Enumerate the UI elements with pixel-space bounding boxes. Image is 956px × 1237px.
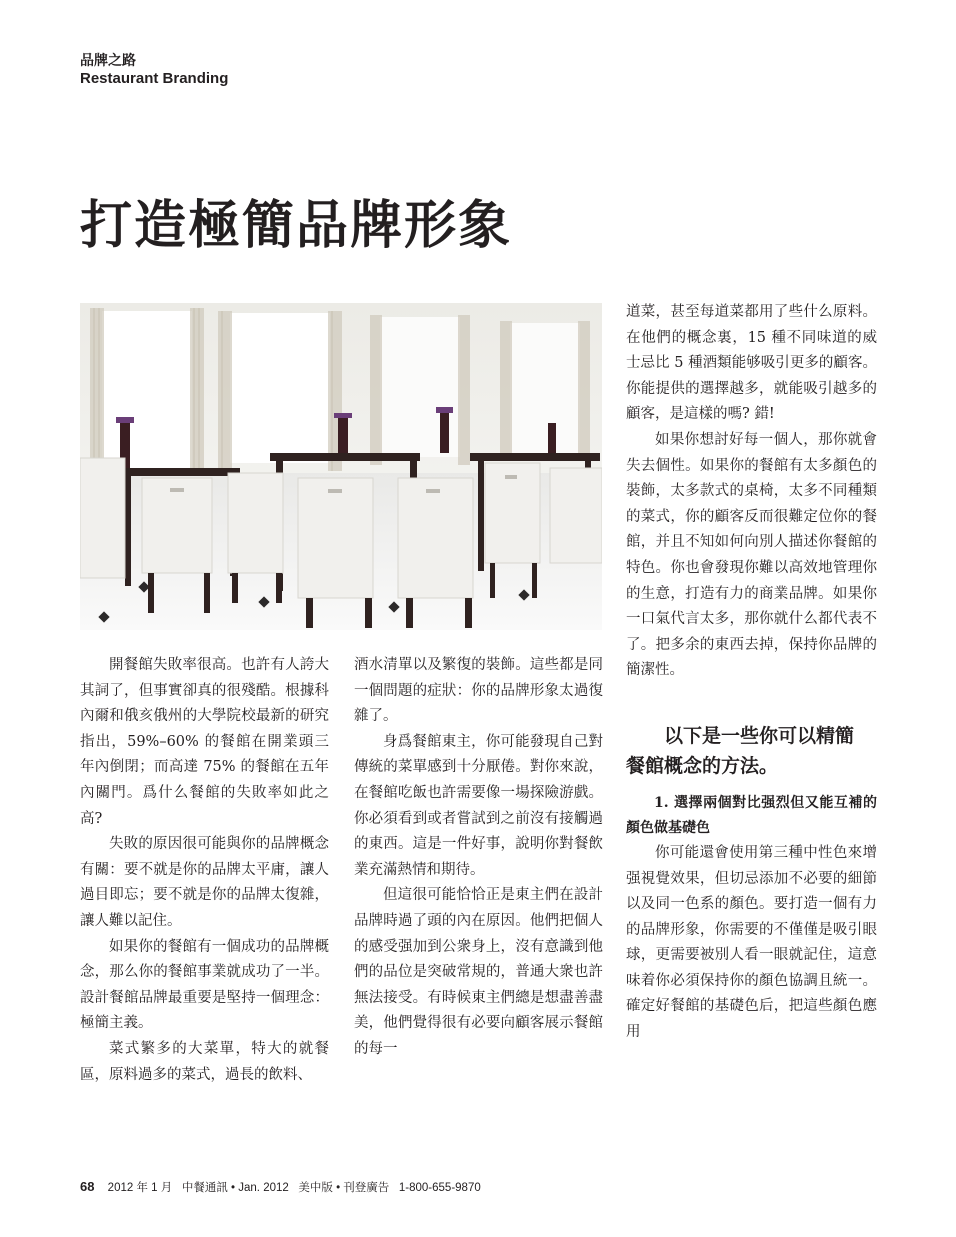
paragraph: 酒水清單以及繁復的裝飾。這些都是同一個問題的症狀：你的品牌形象太過復雜了。	[354, 657, 603, 725]
paragraph: 道菜，甚至每道菜都用了些什么原料。在他們的概念裏，15 種不同味道的威士忌比 5 種酒類能够吸引更多的顧客。你能提供的選擇越多，就能吸引越多的顧客，是這樣的嗎? 錯!	[626, 304, 877, 423]
section-label-english: Restaurant Branding	[80, 70, 229, 87]
paragraph: 你可能還會使用第三種中性色來增强視覺效果，但切忌添加不必要的細節以及同一色系的顏色。要打造一個有力的品牌形象，你需要的不僅僅是吸引眼球，更需要被別人看一眼就記住，這意味着你必須保持你的顏色協調且統一。確定好餐館的基礎色后，把這些顏色應用	[626, 844, 877, 1041]
paragraph: 失敗的原因很可能與你的品牌概念有關：要不就是你的品牌太平庸，讓人過目即忘；要不就是你的品牌太復雜，讓人難以記住。	[80, 836, 329, 929]
page-number: 68	[80, 1179, 95, 1194]
paragraph: 但這很可能恰恰正是東主們在設計品牌時過了頭的內在原因。他們把個人的感受强加到公衆身上，沒有意識到他們的品位是突破常規的，普通大衆也許無法接受。有時候東主們總是想盡善盡美，他們覺得很有必要向顧客展示餐館的每一	[354, 887, 603, 1057]
article-title: 打造極簡品牌形象	[80, 195, 513, 256]
paragraph: 身爲餐館東主，你可能發現自己對傳統的菜單感到十分厭倦。對你來說，在餐館吃飯也許需要像一場探險游戲。你必須看到或者嘗試到之前沒有接觸過的東西。這是一件好事，說明你對餐飲業充滿熱情和期待。	[354, 733, 603, 878]
text-column-2	[354, 653, 603, 1063]
paragraph: 開餐館失敗率很高。也許有人誇大其詞了，但事實卻真的很殘酷。根據科內爾和俄亥俄州的大學院校最新的研究指出，59%–60% 的餐館在開業頭三年內倒閉；而高達 75% 的餐館在五年內關門。爲什么餐館的失敗率如此之高?	[80, 657, 329, 827]
page-footer	[80, 1180, 481, 1195]
footer-date: 2012 年 1 月	[107, 1182, 173, 1194]
footer-publication: 中餐通訊 • Jan. 2012	[181, 1182, 289, 1194]
footer-edition: 美中版 • 刊登廣告	[298, 1182, 390, 1194]
footer-phone: 1-800-655-9870	[398, 1182, 481, 1194]
subheading-line-2: 餐館概念的方法。	[626, 754, 779, 777]
restaurant-interior-photo	[80, 303, 602, 630]
section-subheading	[626, 721, 877, 781]
tip-heading: 1. 選擇兩個對比强烈但又能互補的顏色做基礎色	[626, 794, 877, 836]
subheading-line-1: 以下是一些你可以精簡	[664, 724, 855, 747]
section-header	[80, 52, 228, 88]
text-column-1	[80, 653, 329, 1088]
text-column-3	[626, 300, 877, 1046]
section-label-chinese: 品牌之路	[80, 53, 136, 69]
paragraph: 如果你的餐館有一個成功的品牌概念，那么你的餐館事業就成功了一半。設計餐館品牌最重要是堅持一個理念：極簡主義。	[80, 938, 329, 1032]
paragraph: 菜式繁多的大菜單，特大的就餐區，原料過多的菜式，過長的飲料、	[80, 1040, 329, 1083]
paragraph: 如果你想討好每一個人，那你就會失去個性。如果你的餐館有太多顏色的裝飾，太多款式的桌椅，太多不同種類的菜式，你的顧客反而很難定位你的餐館，并且不知如何向別人描述你餐館的特色。你也會發現你難以高效地管理你的生意，打造有力的商業品牌。如果你一口氣代言太多，那你就什么都代表不了。把多余的東西去掉，保持你品牌的簡潔性。	[626, 431, 877, 679]
